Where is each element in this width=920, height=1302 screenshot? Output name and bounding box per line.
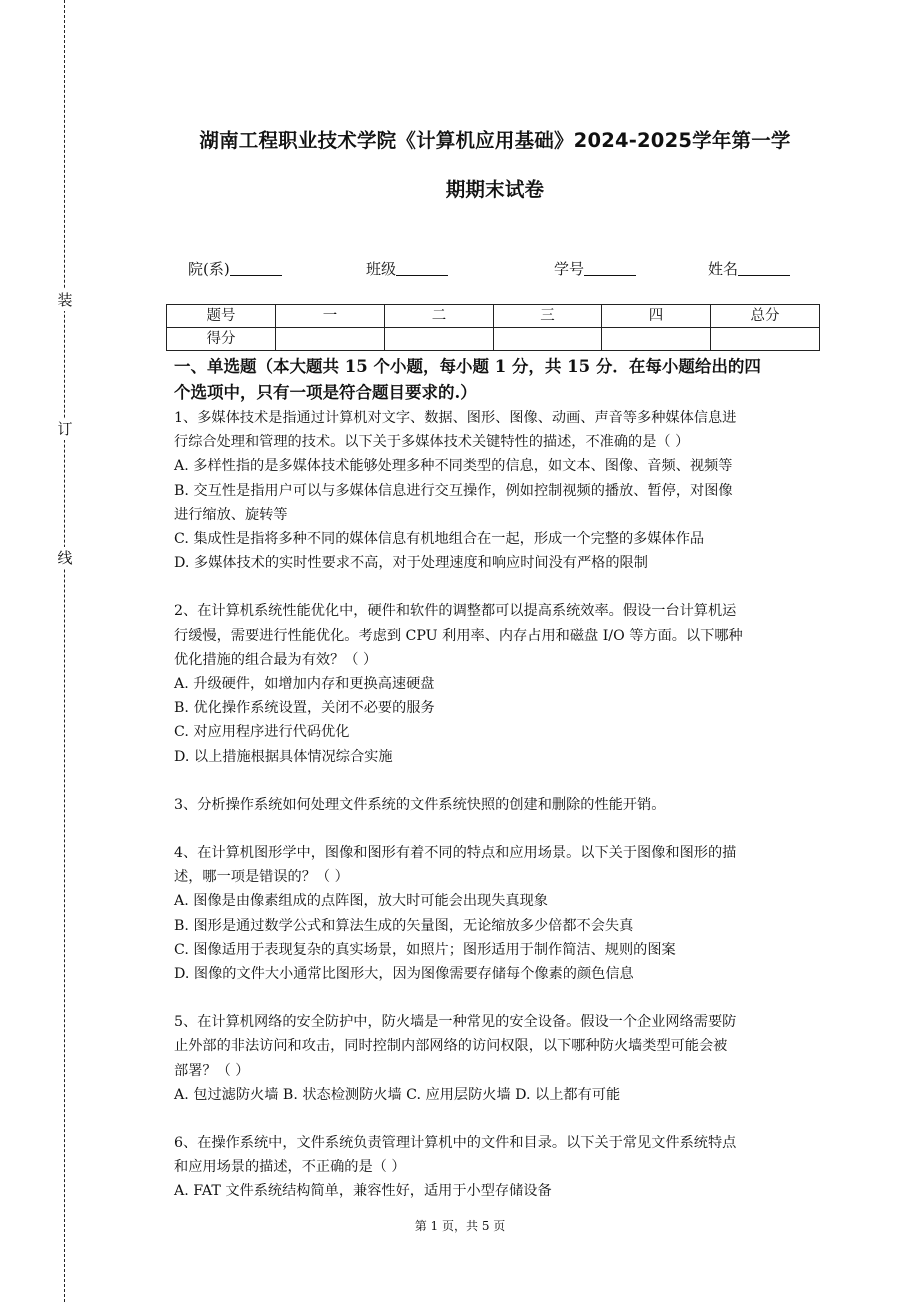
student-id-field[interactable] [554, 258, 636, 279]
department-blank[interactable] [230, 259, 282, 276]
option-c: C. 对应用程序进行代码优化 [174, 724, 350, 741]
question-text: 行缓慢，需要进行性能优化。考虑到 CPU 利用率、内存占用和磁盘 I/O 等方面。以下哪种 [174, 627, 743, 644]
question-4 [174, 841, 820, 986]
question-text: 4、在计算机图形学中，图像和图形有着不同的特点和应用场景。以下关于图像和图形的描 [174, 845, 737, 862]
option-c: C. 集成性是指将多种不同的媒体信息有机地组合在一起，形成一个完整的多媒体作品 [174, 531, 705, 548]
section-heading: 一、单选题（本大题共 15 个小题，每小题 1 分，共 15 分．在每小题给出的四 [174, 357, 761, 376]
option-a: A. 升级硬件，如增加内存和更换高速硬盘 [174, 676, 435, 693]
option-b: B. 优化操作系统设置，关闭不必要的服务 [174, 700, 435, 717]
student-info-row [0, 258, 920, 282]
name-label: 姓名 [708, 260, 739, 278]
option-b: B. 交互性是指用户可以与多媒体信息进行交互操作，例如控制视频的播放、暂停，对图像 [174, 482, 733, 499]
question-5 [174, 1010, 820, 1107]
score-table [166, 304, 820, 351]
exam-title-line2: 期期末试卷 [445, 178, 545, 201]
score-cell-blank[interactable] [602, 328, 711, 351]
options-inline: A. 包过滤防火墙 B. 状态检测防火墙 C. 应用层防火墙 D. 以上都有可能 [174, 1086, 621, 1103]
class-blank[interactable] [396, 259, 448, 276]
question-text: 3、分析操作系统如何处理文件系统的文件系统快照的创建和删除的性能开销。 [174, 796, 666, 813]
question-text: 行综合处理和管理的技术。以下关于多媒体技术关键特性的描述，不准确的是（ ） [174, 434, 690, 451]
score-cell-blank[interactable] [711, 328, 820, 351]
question-text: 6、在操作系统中，文件系统负责管理计算机中的文件和目录。以下关于常见文件系统特点 [174, 1135, 737, 1152]
question-text: 2、在计算机系统性能优化中，硬件和软件的调整都可以提高系统效率。假设一台计算机运 [174, 603, 737, 620]
question-text: 部署？（ ） [174, 1062, 250, 1079]
option-d: D. 图像的文件大小通常比图形大，因为图像需要存储每个像素的颜色信息 [174, 966, 634, 983]
question-2 [174, 599, 820, 768]
question-text: 止外部的非法访问和攻击，同时控制内部网络的访问权限，以下哪种防火墙类型可能会被 [174, 1038, 728, 1055]
score-cell-blank[interactable] [494, 328, 602, 351]
page-footer: 第 1 页，共 5 页 [414, 1219, 506, 1233]
option-a: A. 图像是由像素组成的点阵图，放大时可能会出现失真现象 [174, 893, 548, 910]
score-cell-header: 三 [494, 305, 602, 328]
name-field[interactable] [708, 258, 790, 279]
binding-char-zhuang: 装 [55, 289, 75, 311]
score-cell-header: 二 [385, 305, 494, 328]
binding-char-ding: 订 [55, 418, 75, 440]
option-d: D. 多媒体技术的实时性要求不高，对于处理速度和响应时间没有严格的限制 [174, 555, 648, 572]
score-cell-blank[interactable] [276, 328, 385, 351]
option-a: A. FAT 文件系统结构简单，兼容性好，适用于小型存储设备 [174, 1183, 552, 1200]
class-label: 班级 [366, 260, 397, 278]
section-heading: 个选项中，只有一项是符合题目要求的.） [174, 383, 477, 402]
option-c: C. 图像适用于表现复杂的真实场景，如照片；图形适用于制作简洁、规则的图案 [174, 941, 676, 958]
score-cell-header: 总分 [711, 305, 820, 328]
student-id-blank[interactable] [584, 259, 636, 276]
question-3 [174, 793, 820, 817]
question-text: 5、在计算机网络的安全防护中，防火墙是一种常见的安全设备。假设一个企业网络需要防 [174, 1014, 737, 1031]
class-field[interactable] [366, 258, 448, 279]
question-text: 优化措施的组合最为有效？（ ） [174, 651, 378, 668]
exam-title-line1: 湖南工程职业技术学院《计算机应用基础》2024-2025学年第一学 [199, 129, 791, 152]
option-d: D. 以上措施根据具体情况综合实施 [174, 748, 393, 765]
question-text: 和应用场景的描述，不正确的是（ ） [174, 1159, 406, 1176]
question-text: 述，哪一项是错误的？（ ） [174, 869, 349, 886]
exam-content [174, 354, 820, 1204]
score-cell-header: 一 [276, 305, 385, 328]
student-id-label: 学号 [554, 260, 585, 278]
question-text: 1、多媒体技术是指通过计算机对文字、数据、图形、图像、动画、声音等多种媒体信息进 [174, 410, 737, 426]
score-cell-label: 题号 [167, 305, 276, 328]
option-b: 进行缩放、旋转等 [174, 506, 288, 523]
department-label: 院(系) [188, 260, 230, 278]
score-table-score-row [167, 328, 820, 351]
name-blank[interactable] [738, 259, 790, 276]
score-cell-label: 得分 [167, 328, 276, 351]
binding-line [64, 0, 65, 1302]
score-table-header-row [167, 305, 820, 328]
option-a: A. 多样性指的是多媒体技术能够处理多种不同类型的信息，如文本、图像、音频、视频等 [174, 458, 733, 475]
option-b: B. 图形是通过数学公式和算法生成的矢量图，无论缩放多少倍都不会失真 [174, 917, 634, 934]
question-6 [174, 1131, 820, 1204]
question-1 [174, 406, 820, 575]
department-field[interactable] [188, 258, 282, 279]
score-cell-blank[interactable] [385, 328, 494, 351]
score-cell-header: 四 [602, 305, 711, 328]
binding-char-xian: 线 [55, 547, 75, 569]
